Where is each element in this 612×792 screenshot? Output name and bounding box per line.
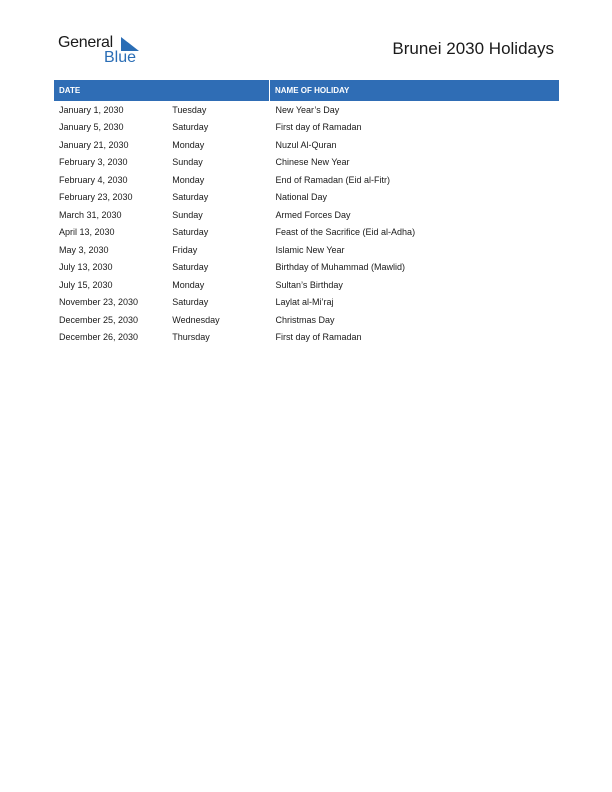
cell-date: February 4, 2030 — [59, 174, 128, 185]
table-body — [54, 101, 559, 346]
table-row — [54, 241, 559, 259]
cell-holiday-name: Nuzul Al-Quran — [275, 139, 337, 150]
cell-holiday-name: Islamic New Year — [275, 244, 345, 255]
cell-day: Saturday — [172, 192, 209, 203]
cell-holiday-name: Sultan’s Birthday — [275, 279, 343, 290]
cell-day: Wednesday — [172, 314, 220, 325]
cell-day: Sunday — [172, 209, 203, 220]
table-row — [54, 311, 559, 329]
cell-holiday-name: New Year’s Day — [275, 104, 340, 115]
cell-day: Thursday — [172, 332, 210, 343]
table-header-row — [54, 80, 559, 101]
cell-day: Monday — [172, 139, 205, 150]
table-row — [54, 136, 559, 154]
cell-date: July 13, 2030 — [59, 262, 113, 273]
cell-holiday-name: First day of Ramadan — [275, 332, 362, 343]
cell-holiday-name: Laylat al-Mi’raj — [275, 297, 334, 308]
table-row — [54, 276, 559, 294]
column-header-name: NAME OF HOLIDAY — [270, 80, 560, 101]
cell-date: December 26, 2030 — [59, 332, 139, 343]
generalblue-logo — [58, 34, 148, 68]
cell-day: Saturday — [172, 227, 209, 238]
table-row — [54, 154, 559, 172]
cell-date: November 23, 2030 — [59, 297, 139, 308]
cell-date: January 5, 2030 — [59, 122, 124, 133]
table-row — [54, 294, 559, 312]
cell-holiday-name: Feast of the Sacrifice (Eid al-Adha) — [275, 227, 416, 238]
cell-day: Saturday — [172, 262, 209, 273]
cell-date: May 3, 2030 — [59, 244, 109, 255]
cell-date: February 3, 2030 — [59, 157, 128, 168]
table-row — [54, 101, 559, 119]
table-row — [54, 224, 559, 242]
cell-holiday-name: Birthday of Muhammad (Mawlid) — [275, 262, 406, 273]
page-title: Brunei 2030 Holidays — [392, 39, 554, 58]
cell-holiday-name: Armed Forces Day — [275, 209, 351, 220]
cell-date: July 15, 2030 — [59, 279, 113, 290]
table-row — [54, 206, 559, 224]
cell-holiday-name: Chinese New Year — [275, 157, 350, 168]
cell-holiday-name: Christmas Day — [275, 314, 335, 325]
cell-day: Sunday — [172, 157, 203, 168]
cell-date: April 13, 2030 — [59, 227, 115, 238]
cell-holiday-name: End of Ramadan (Eid al-Fitr) — [275, 174, 391, 185]
cell-day: Saturday — [172, 122, 209, 133]
cell-holiday-name: First day of Ramadan — [275, 122, 362, 133]
cell-date: January 21, 2030 — [59, 139, 129, 150]
cell-day: Friday — [172, 244, 198, 255]
table-row — [54, 329, 559, 347]
cell-date: February 23, 2030 — [59, 192, 133, 203]
logo-text-general: General — [58, 34, 113, 51]
cell-holiday-name: National Day — [275, 192, 328, 203]
table-row — [54, 171, 559, 189]
cell-date: December 25, 2030 — [59, 314, 139, 325]
logo-text-blue: Blue — [104, 49, 137, 66]
table-row — [54, 189, 559, 207]
holiday-table — [54, 80, 559, 346]
cell-date: January 1, 2030 — [59, 104, 124, 115]
cell-day: Tuesday — [172, 104, 207, 115]
table-row — [54, 119, 559, 137]
column-header-date: DATE — [54, 80, 270, 101]
cell-date: March 31, 2030 — [59, 209, 122, 220]
cell-day: Monday — [172, 174, 205, 185]
cell-day: Saturday — [172, 297, 209, 308]
cell-day: Monday — [172, 279, 205, 290]
table-row — [54, 259, 559, 277]
